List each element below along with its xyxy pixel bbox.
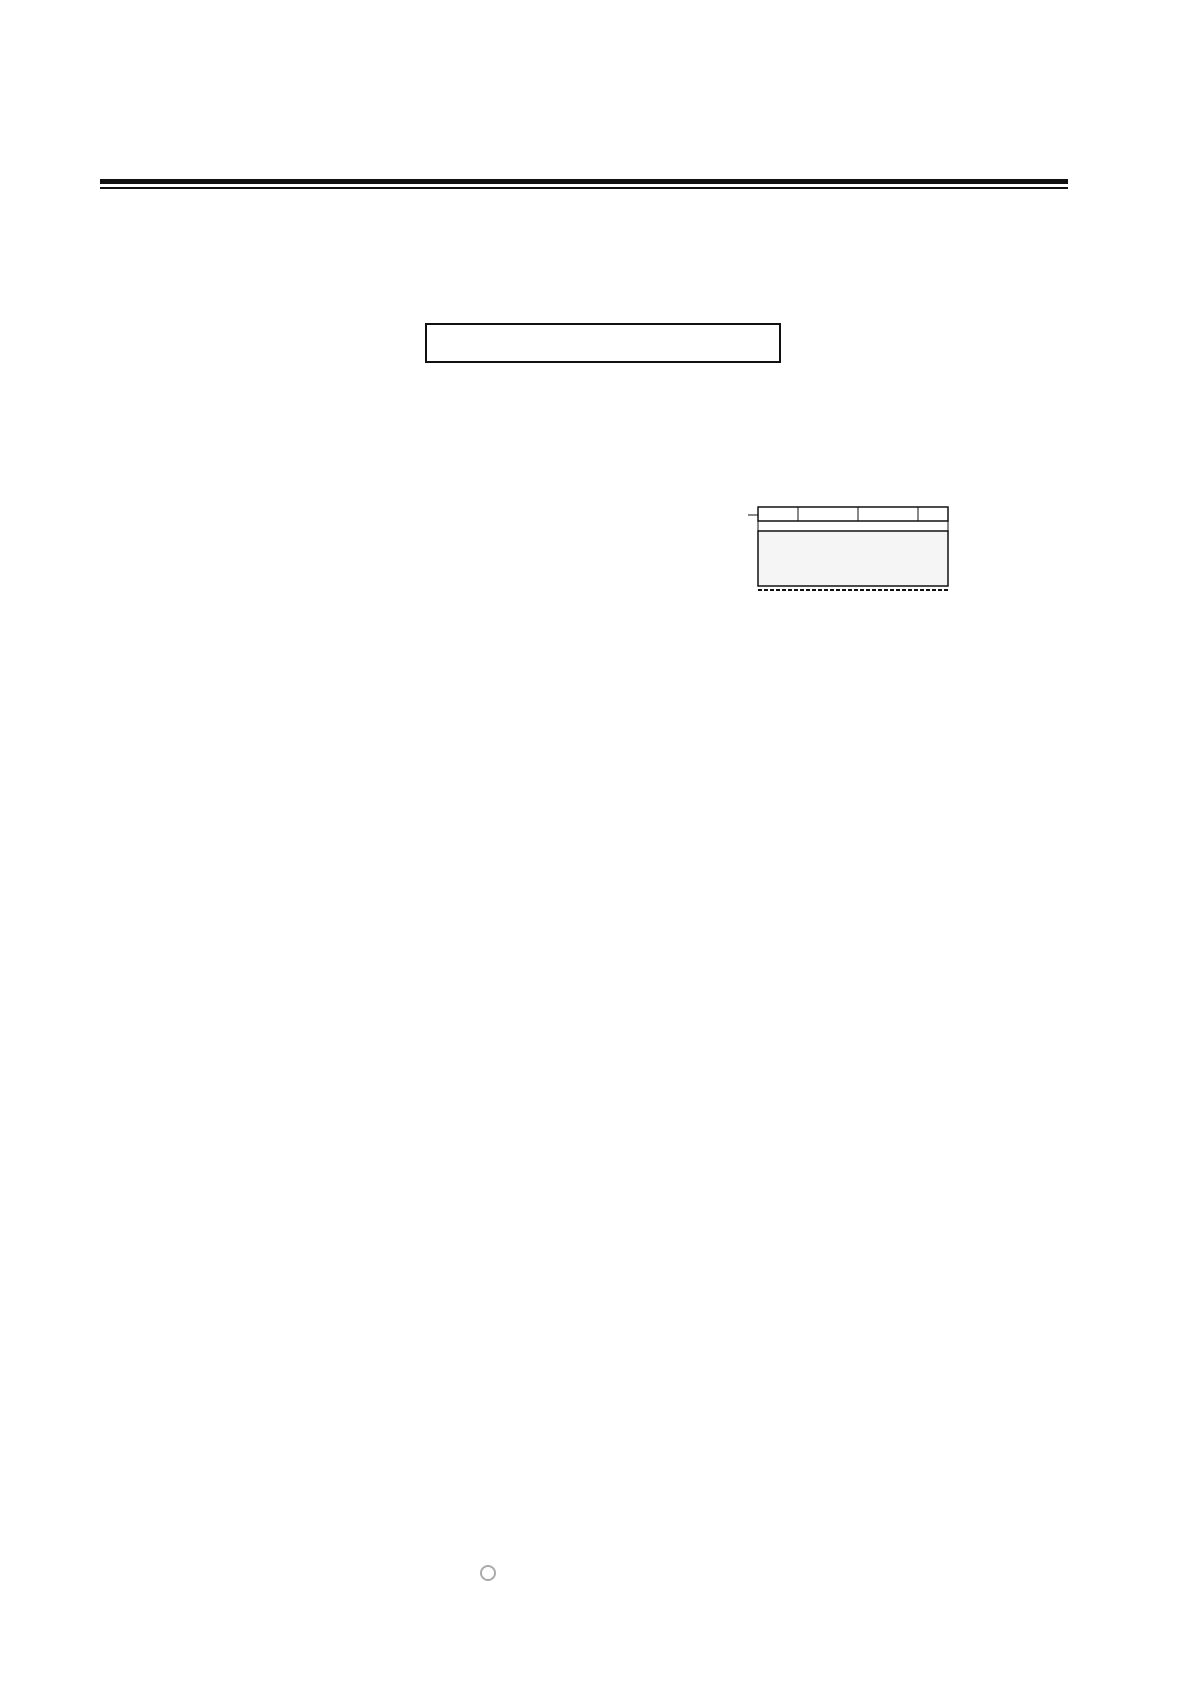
at-icon xyxy=(480,1565,496,1581)
watermark xyxy=(480,1563,499,1583)
pavement-section-diagram xyxy=(748,507,948,590)
